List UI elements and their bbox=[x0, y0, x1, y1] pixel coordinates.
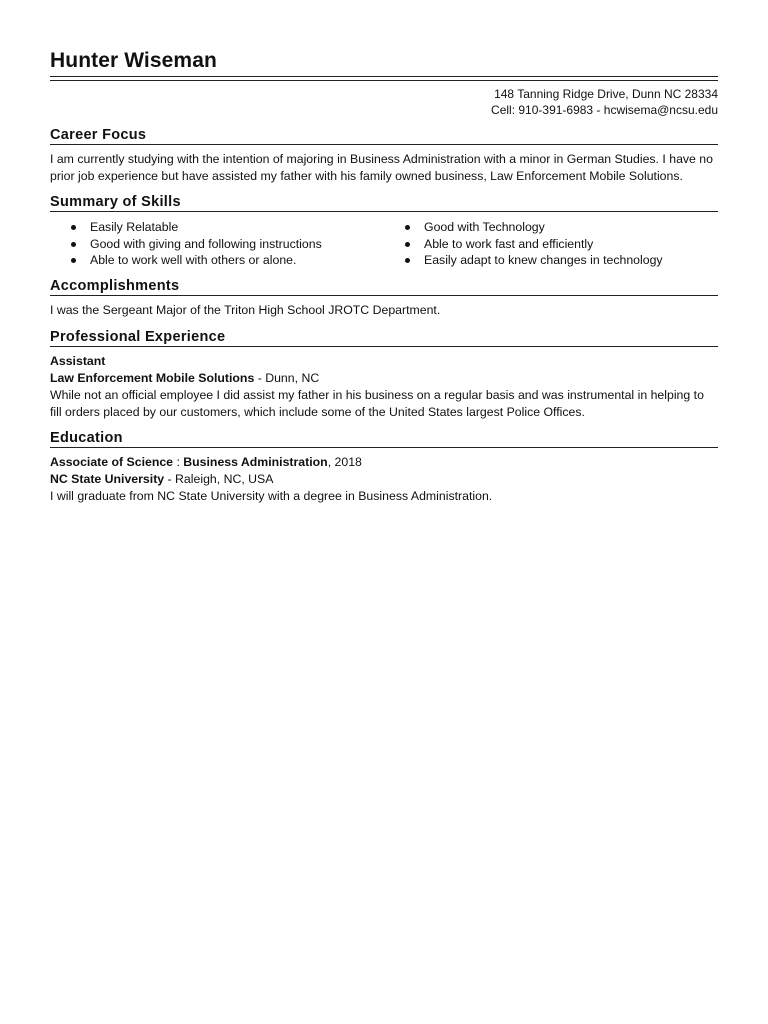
degree-year: , 2018 bbox=[327, 455, 362, 469]
skill-item: Good with giving and following instructions bbox=[50, 236, 384, 253]
job-description: While not an official employee I did assist my father in his business on a regular basis and was instrumental in helping to fill orders placed by our customers, which include some of the United States largest Police Offices. bbox=[50, 388, 704, 419]
skills-left-column bbox=[50, 219, 384, 269]
accomplishments-text: I was the Sergeant Major of the Triton High School JROTC Department. bbox=[50, 303, 441, 317]
phone-email: Cell: 910-391-6983 - hcwisema@ncsu.edu bbox=[491, 103, 718, 117]
skill-item: Able to work well with others or alone. bbox=[50, 252, 384, 269]
company-location: - Dunn, NC bbox=[254, 371, 320, 385]
education-note: I will graduate from NC State University with a degree in Business Administration. bbox=[50, 489, 493, 503]
job-title bbox=[50, 353, 718, 370]
education-heading: Education bbox=[50, 430, 718, 448]
skills-right-column bbox=[384, 219, 718, 269]
skill-item: Easily Relatable bbox=[50, 219, 384, 236]
job-title-text: Assistant bbox=[50, 354, 106, 368]
skill-item: Easily adapt to knew changes in technology bbox=[384, 252, 718, 269]
degree-name: Associate of Science bbox=[50, 455, 174, 469]
employer-line bbox=[50, 370, 718, 387]
skills-list bbox=[50, 219, 718, 269]
skill-item: Able to work fast and efficiently bbox=[384, 236, 718, 253]
accomplishments-heading: Accomplishments bbox=[50, 278, 718, 296]
candidate-name: Hunter Wiseman bbox=[50, 49, 217, 72]
degree-separator: : bbox=[173, 455, 184, 469]
address: 148 Tanning Ridge Drive, Dunn NC 28334 bbox=[494, 87, 718, 101]
career-focus-heading: Career Focus bbox=[50, 127, 718, 145]
school-name: NC State University bbox=[50, 472, 165, 486]
experience-heading: Professional Experience bbox=[50, 329, 718, 347]
school-line bbox=[50, 471, 718, 488]
company-name: Law Enforcement Mobile Solutions bbox=[50, 371, 255, 385]
skill-item: Good with Technology bbox=[384, 219, 718, 236]
school-location: - Raleigh, NC, USA bbox=[164, 472, 274, 486]
skills-heading: Summary of Skills bbox=[50, 194, 718, 212]
header-divider bbox=[50, 76, 718, 81]
contact-block bbox=[491, 86, 718, 118]
career-focus-text: I am currently studying with the intention of majoring in Business Administration with a minor in German Studies. I have no prior job experience but have assisted my father with his family owned business, Law Enforcement Mobile Solutions. bbox=[50, 152, 713, 183]
degree-major: Business Administration bbox=[183, 455, 328, 469]
degree-line bbox=[50, 454, 718, 471]
